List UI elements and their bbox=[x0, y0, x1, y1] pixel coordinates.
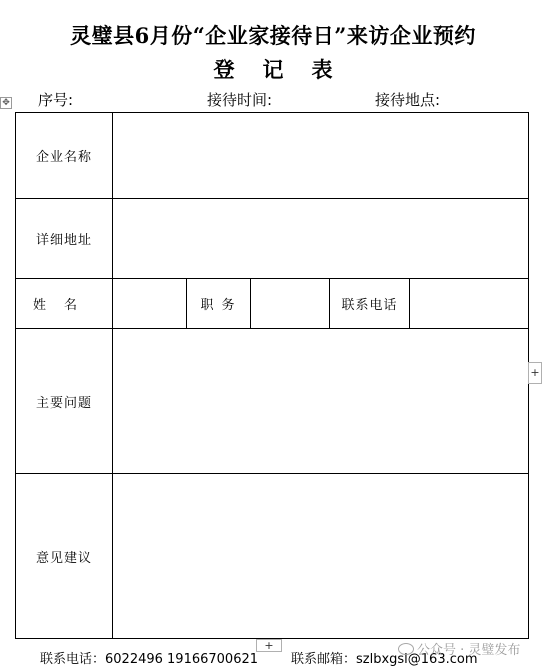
registration-table bbox=[15, 112, 529, 639]
wechat-logo-icon bbox=[398, 643, 414, 655]
main-issue-field[interactable] bbox=[113, 329, 529, 474]
add-column-icon[interactable]: + bbox=[528, 362, 542, 384]
suggestion-field[interactable] bbox=[113, 474, 529, 639]
company-name-label: 企业名称 bbox=[16, 113, 113, 199]
document-subtitle: 登记表 bbox=[213, 57, 361, 82]
watermark-text: 公众号 · 灵璧发布 bbox=[417, 643, 521, 658]
table-row bbox=[16, 474, 529, 639]
position-label: 职务 bbox=[187, 279, 251, 329]
table-row bbox=[16, 329, 529, 474]
serial-number-label: 序号: bbox=[38, 91, 74, 109]
reception-time-label: 接待时间: bbox=[207, 91, 273, 109]
address-field[interactable] bbox=[113, 199, 529, 279]
address-label: 详细地址 bbox=[16, 199, 113, 279]
footer-contact-email: 联系邮箱：szlbxgsl@163.com bbox=[291, 652, 478, 667]
reception-place-label: 接待地点: bbox=[375, 91, 441, 109]
contact-phone-field[interactable] bbox=[410, 279, 529, 329]
name-field[interactable] bbox=[113, 279, 187, 329]
main-issue-label: 主要问题 bbox=[16, 329, 113, 474]
suggestion-label: 意见建议 bbox=[16, 474, 113, 639]
name-label: 姓名 bbox=[16, 279, 113, 329]
add-row-icon[interactable]: + bbox=[256, 639, 282, 652]
footer-contact-phone: 联系电话：6022496 19166700621 bbox=[40, 652, 259, 667]
move-handle-icon[interactable]: ✥ bbox=[0, 97, 12, 109]
contact-phone-label: 联系电话 bbox=[330, 279, 410, 329]
table-row bbox=[16, 199, 529, 279]
company-name-field[interactable] bbox=[113, 113, 529, 199]
table-row bbox=[16, 279, 529, 329]
watermark bbox=[398, 639, 520, 658]
position-field[interactable] bbox=[251, 279, 330, 329]
document-title: 灵璧县6月份“企业家接待日”来访企业预约 bbox=[70, 23, 476, 48]
table-row bbox=[16, 113, 529, 199]
